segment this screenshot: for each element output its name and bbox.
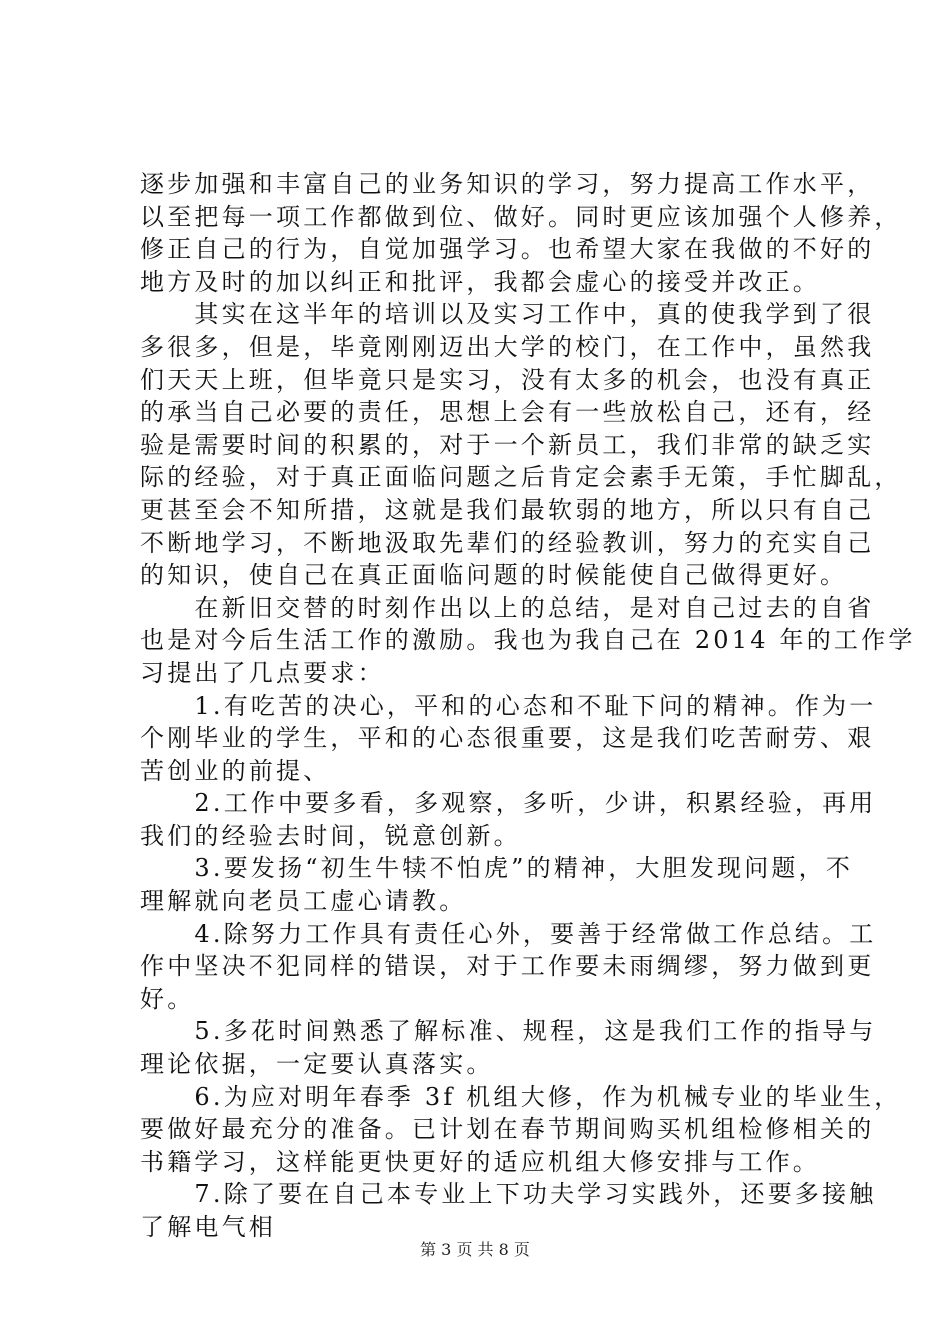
text-line: 3.要发扬“初生牛犊不怕虎”的精神，大胆发现问题，不 bbox=[140, 854, 854, 883]
text-line: 地方及时的加以纠正和批评，我都会虚心的接受并改正。 bbox=[140, 267, 820, 296]
text-line: 1.有吃苦的决心，平和的心态和不耻下问的精神。作为一 bbox=[140, 691, 877, 720]
text-line: 7.除了要在自己本专业上下功夫学习实践外，还要多接触 bbox=[140, 1180, 877, 1209]
text-line: 理论依据，一定要认真落实。 bbox=[140, 1050, 494, 1079]
text-line: 习提出了几点要求： bbox=[140, 658, 385, 687]
text-line: 了解电气相 bbox=[140, 1213, 276, 1241]
page-number-label: 第 3 页 共 8 页 bbox=[420, 1240, 530, 1259]
text-line: 多很多，但是，毕竟刚刚迈出大学的校门，在工作中，虽然我 bbox=[140, 332, 875, 361]
text-line: 我们的经验去时间，锐意创新。 bbox=[140, 821, 521, 850]
text-line: 5.多花时间熟悉了解标准、规程，这是我们工作的指导与 bbox=[140, 1017, 877, 1046]
text-line: 2.工作中要多看，多观察，多听，少讲，积累经验，再用 bbox=[140, 789, 877, 818]
text-line: 书籍学习，这样能更快更好的适应机组大修安排与工作。 bbox=[140, 1147, 820, 1176]
text-line: 其实在这半年的培训以及实习工作中，真的使我学到了很 bbox=[140, 300, 875, 329]
page-footer bbox=[0, 1240, 950, 1260]
text-line: 以至把每一项工作都做到位、做好。同时更应该加强个人修养， bbox=[140, 202, 902, 231]
text-line: 的承当自己必要的责任，思想上会有一些放松自己，还有，经 bbox=[140, 398, 875, 427]
text-line: 个刚毕业的学生，平和的心态很重要，这是我们吃苦耐劳、艰 bbox=[140, 724, 875, 753]
text-line: 更甚至会不知所措，这就是我们最软弱的地方，所以只有自己 bbox=[140, 495, 875, 524]
text-line: 际的经验，对于真正面临问题之后肯定会素手无策，手忙脚乱， bbox=[140, 463, 902, 492]
text-line: 在新旧交替的时刻作出以上的总结，是对自己过去的自省 bbox=[140, 593, 875, 622]
text-line: 们天天上班，但毕竟只是实习，没有太多的机会，也没有真正 bbox=[140, 365, 875, 394]
text-line: 好。 bbox=[140, 984, 195, 1013]
text-line: 不断地学习，不断地汲取先辈们的经验教训，努力的充实自己 bbox=[140, 528, 875, 557]
text-line: 理解就向老员工虚心请教。 bbox=[140, 887, 467, 916]
text-line: 作中坚决不犯同样的错误，对于工作要未雨绸缪，努力做到更 bbox=[140, 952, 875, 981]
text-line: 验是需要时间的积累的，对于一个新员工，我们非常的缺乏实 bbox=[140, 430, 875, 459]
body-text bbox=[140, 168, 916, 1244]
text-line: 也是对今后生活工作的激励。我也为我自己在 2014 年的工作学 bbox=[140, 626, 916, 655]
text-line: 修正自己的行为，自觉加强学习。也希望大家在我做的不好的 bbox=[140, 235, 875, 264]
text-line: 4.除努力工作具有责任心外，要善于经常做工作总结。工 bbox=[140, 919, 877, 948]
text-line: 苦创业的前提、 bbox=[140, 756, 331, 785]
text-line: 逐步加强和丰富自己的业务知识的学习，努力提高工作水平， bbox=[140, 170, 875, 198]
text-line: 要做好最充分的准备。已计划在春节期间购买机组检修相关的 bbox=[140, 1115, 875, 1144]
text-line: 的知识，使自己在真正面临问题的时候能使自己做得更好。 bbox=[140, 561, 848, 590]
text-line: 6.为应对明年春季 3f 机组大修，作为机械专业的毕业生， bbox=[140, 1082, 902, 1111]
